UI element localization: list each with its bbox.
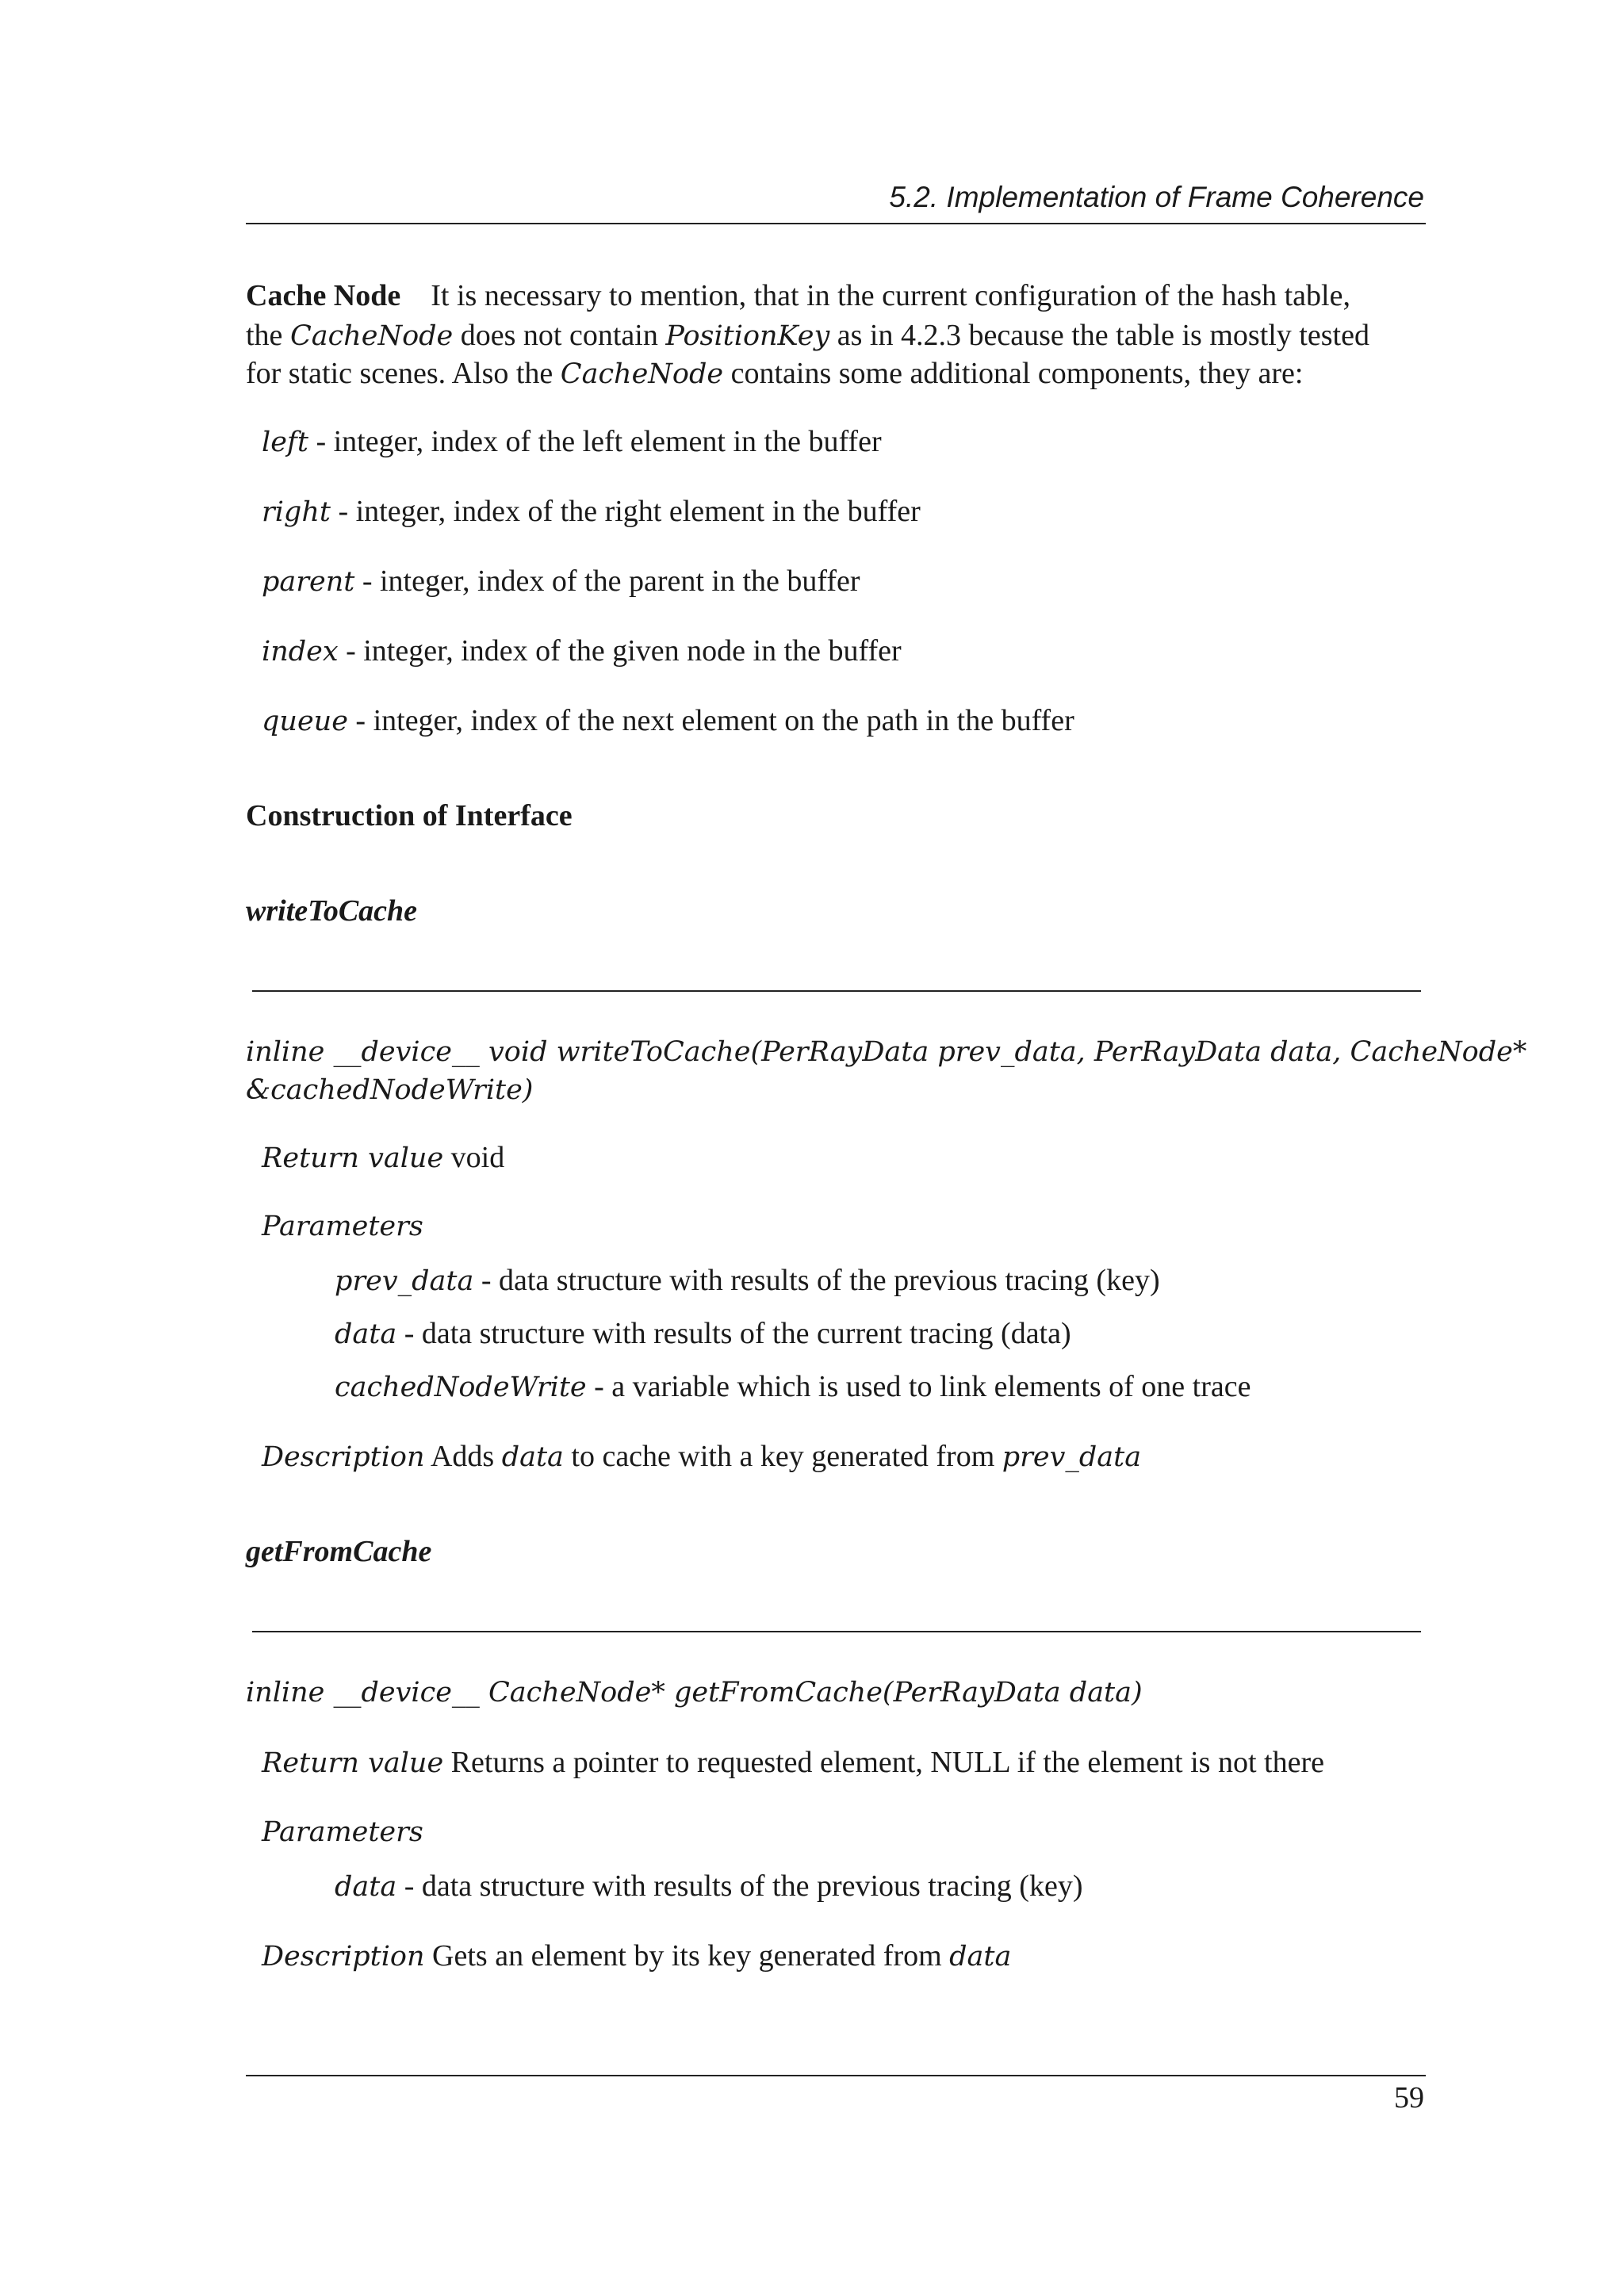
cache-node-line-3: [246, 354, 1303, 394]
text-span: does not contain: [460, 319, 658, 352]
param-desc: - data structure with results of the previous tracing (key): [404, 1869, 1083, 1903]
param-name: data: [335, 1318, 397, 1350]
param-item: [335, 1367, 1251, 1407]
section-heading: Construction of Interface: [246, 799, 573, 832]
return-text: Returns a pointer to requested element, NULL if the element is not there: [450, 1746, 1324, 1779]
field-desc: - integer, index of the given node in the buffer: [346, 634, 902, 668]
field-item: [262, 631, 902, 672]
description-label: Description: [262, 1441, 425, 1473]
field-name: left: [262, 427, 308, 458]
cache-node-line1-text: It is necessary to mention, that in the current configuration of the hash table,: [431, 279, 1350, 312]
get-return: [262, 1743, 1324, 1783]
text-span: the: [246, 319, 283, 352]
get-signature-line-1: inline __device__ CacheNode* getFromCache(PerRayData data): [246, 1677, 1143, 1709]
field-desc: - integer, index of the right element in the buffer: [338, 495, 921, 528]
cache-node-line-2: [246, 316, 1369, 356]
field-name: right: [262, 496, 331, 528]
text-span: contains some additional components, they are:: [730, 357, 1304, 390]
write-description: [262, 1437, 1141, 1477]
param-name: cachedNodeWrite: [335, 1372, 587, 1403]
write-return: [262, 1138, 504, 1178]
text-span: to cache with a key generated from: [571, 1440, 995, 1473]
param-desc: - data structure with results of the current tracing (data): [404, 1317, 1071, 1350]
field-item: [262, 422, 882, 462]
cache-node-line-1: [246, 276, 1350, 316]
param-name: prev_data: [335, 1265, 474, 1297]
text-span: for static scenes. Also the: [246, 357, 553, 390]
field-item: [262, 701, 1074, 741]
footer-rule: [246, 2075, 1426, 2076]
field-desc: - integer, index of the left element in the buffer: [316, 425, 882, 458]
cache-node-heading: Cache Node: [246, 279, 401, 312]
text-span: Gets an element by its key generated from: [432, 1939, 942, 1973]
text-span: Adds: [430, 1440, 495, 1473]
math-term: PositionKey: [665, 320, 830, 352]
field-desc: - integer, index of the parent in the buffer: [362, 564, 860, 598]
field-item: [262, 561, 860, 602]
math-term: CacheNode: [289, 320, 454, 352]
function-heading-get: getFromCache: [246, 1535, 432, 1568]
return-text: void: [450, 1141, 505, 1174]
return-label: Return value: [262, 1142, 444, 1174]
write-signature-line-1: inline __device__ void writeToCache(PerRayData prev_data, PerRayData data, CacheNode*: [246, 1036, 1527, 1068]
param-item: [335, 1314, 1071, 1354]
write-params-label: Parameters: [262, 1211, 423, 1242]
param-desc: - a variable which is used to link elements of one trace: [594, 1370, 1251, 1403]
page-number: 59: [1394, 2081, 1424, 2114]
math-term: CacheNode: [560, 358, 724, 390]
get-description: [262, 1936, 1011, 1976]
field-item: [262, 492, 921, 532]
return-label: Return value: [262, 1747, 444, 1779]
param-name: data: [335, 1871, 397, 1903]
math-term: data: [949, 1941, 1012, 1973]
running-header: 5.2. Implementation of Frame Coherence: [889, 181, 1424, 213]
text-span: as in 4.2.3 because the table is mostly tested: [837, 319, 1369, 352]
math-term: data: [501, 1441, 564, 1473]
get-params-label: Parameters: [262, 1816, 423, 1848]
field-desc: - integer, index of the next element on the path in the buffer: [355, 704, 1074, 737]
function-rule: [252, 1631, 1421, 1632]
param-desc: - data structure with results of the previous tracing (key): [481, 1264, 1160, 1297]
param-item: [335, 1261, 1160, 1301]
field-name: parent: [262, 566, 355, 598]
function-rule: [252, 990, 1421, 992]
header-rule: [246, 223, 1426, 224]
field-name: queue: [262, 706, 348, 737]
write-signature-line-2: &cachedNodeWrite): [246, 1074, 534, 1106]
param-item: [335, 1866, 1082, 1907]
field-name: index: [262, 636, 339, 668]
description-label: Description: [262, 1941, 425, 1973]
function-heading-write: writeToCache: [246, 894, 418, 928]
math-term: prev_data: [1002, 1441, 1142, 1473]
